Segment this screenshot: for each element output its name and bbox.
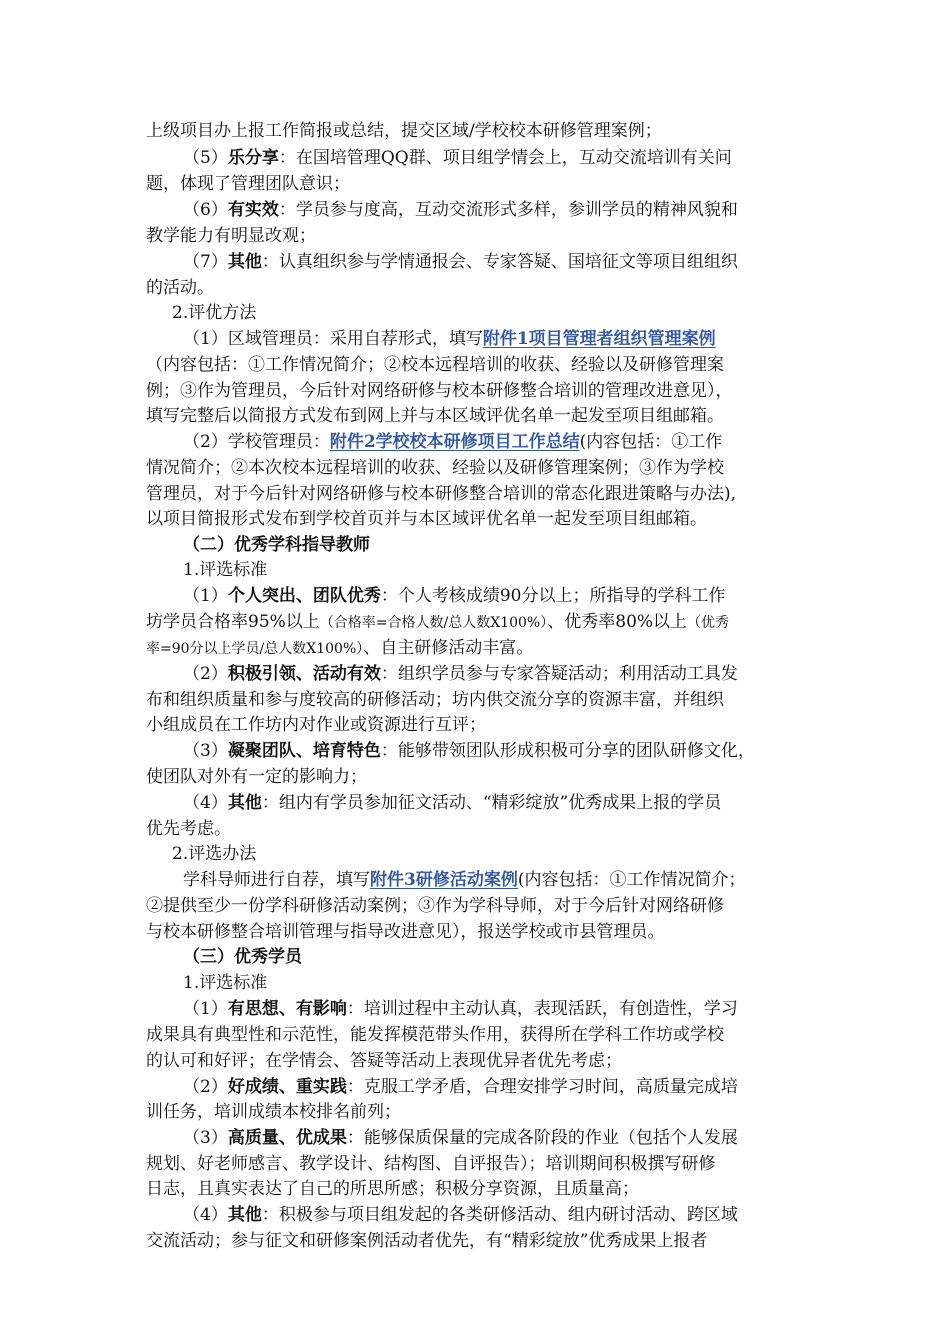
text-line (0, 919, 950, 945)
line-text: （2） (183, 664, 228, 684)
text-line (0, 635, 950, 661)
line-text: ：学员参与度高，互动交流形式多样，参训学员的精神风貌和 (278, 200, 738, 220)
text-line (0, 687, 950, 713)
line-text: 布和组织质量和参与度较高的研修活动；坊内供交流分享的资源丰富，并组织 (146, 690, 724, 710)
line-text: （3） (183, 1128, 228, 1148)
line-text: 、自主研修活动丰富。 (363, 638, 534, 658)
text-line (0, 1074, 950, 1100)
line-text: 上级项目办上报工作简报或总结，提交区域/学校校本研修管理案例； (146, 121, 662, 141)
line-text: ：个人考核成绩90分以上；所指导的学科工作 (380, 586, 726, 606)
text-line (0, 429, 950, 455)
text-line (0, 1022, 950, 1048)
line-text: ：在国培管理QQ群、项目组学情会上，互动交流培训有关问 (278, 148, 732, 168)
bold-term: 好成绩、重实践 (227, 1077, 347, 1097)
text-line (0, 1048, 950, 1074)
line-text: ②提供至少一份学科研修活动案例；③作为学科导师，对于今后针对网络研修 (146, 896, 724, 916)
line-text: 小组成员在工作坊内对作业或资源进行互评； (146, 715, 486, 735)
line-text: 例；③作为管理员，今后针对网络研修与校本研修整合培训的管理改进意见）， (146, 381, 733, 401)
bold-term: 有实效 (227, 200, 279, 220)
text-line (0, 275, 950, 301)
formula-note: （合格率=合格人数/总人数X100%） (319, 615, 548, 631)
line-text: 优先考虑。 (146, 819, 231, 839)
bold-term: 高质量、优成果 (227, 1128, 347, 1148)
line-text: （7） (183, 252, 228, 272)
text-line (0, 712, 950, 738)
line-text: 使团队对外有一定的影响力； (146, 767, 367, 787)
line-text: 日志，且真实表达了自己的所思所感；积极分享资源，且质量高； (146, 1179, 639, 1199)
text-line (0, 661, 950, 687)
text-line (0, 557, 950, 583)
text-line (0, 764, 950, 790)
text-line (0, 455, 950, 481)
text-line (0, 403, 950, 429)
attachment-link[interactable]: 附件2学校校本研修项目工作总结 (329, 432, 580, 452)
line-text: 、优秀率80%以上 (547, 612, 688, 632)
line-text: （6） (183, 200, 228, 220)
line-text: (内容包括：①工作情况简介； (517, 870, 746, 890)
line-text: 1.评选标准 (183, 560, 268, 580)
text-line (0, 1125, 950, 1151)
text-line (0, 1176, 950, 1202)
line-text: 规划、好老师感言、教学设计、结构图、自评报告）；培训期间积极撰写研修 (146, 1154, 716, 1174)
text-line (0, 867, 950, 893)
line-text: 2.评优方法 (172, 303, 257, 323)
line-text: 坊学员合格率95%以上 (146, 612, 320, 632)
line-text: （5） (183, 148, 228, 168)
text-line (0, 996, 950, 1022)
text-line (0, 481, 950, 507)
line-text: （内容包括：①工作情况简介；②校本远程培训的收获、经验以及研修管理案 (146, 355, 724, 375)
bold-term: 个人突出、团队优秀 (227, 586, 381, 606)
line-text: 训任务，培训成绩本校排名前列； (146, 1102, 401, 1122)
line-text: ：能够保质保量的完成各阶段的作业（包括个人发展 (346, 1128, 738, 1148)
text-line (0, 378, 950, 404)
line-text: ：积极参与项目组发起的各类研修活动、组内研讨活动、跨区域 (261, 1205, 738, 1225)
line-text: 填写完整后以简报方式发布到网上并与本区域评优名单一起发至项目组邮箱。 (146, 406, 724, 426)
text-line (0, 249, 950, 275)
line-text: 的认可和好评；在学情会、答疑等活动上表现优异者优先考虑； (146, 1051, 622, 1071)
text-line (0, 1151, 950, 1177)
text-line (0, 738, 950, 764)
line-text: （4） (183, 1205, 228, 1225)
line-text: 以项目简报形式发布到学校首页并与本区域评优名单一起发至项目组邮箱。 (146, 509, 707, 529)
line-text: （1）区域管理员：采用自荐形式，填写 (183, 329, 483, 349)
bold-term: 其他 (227, 252, 262, 272)
bold-term: （三）优秀学员 (183, 947, 302, 967)
text-line (0, 841, 950, 867)
bold-term: 乐分享 (227, 148, 279, 168)
line-text: （2）学校管理员： (183, 432, 330, 452)
text-line (0, 300, 950, 326)
text-line (0, 1099, 950, 1125)
line-text: 交流活动；参与征文和研修案例活动者优先，有“精彩绽放”优秀成果上报者 (146, 1231, 708, 1251)
line-text: 2.评选办法 (172, 844, 257, 864)
text-line (0, 609, 950, 635)
text-line (0, 118, 950, 144)
line-text: （3） (183, 741, 228, 761)
text-line (0, 893, 950, 919)
line-text: ：能够带领团队形成积极可分享的团队研修文化， (380, 741, 755, 761)
text-line (0, 532, 950, 558)
bold-term: 其他 (227, 793, 262, 813)
line-text: （1） (183, 586, 228, 606)
line-text: (内容包括：①工作 (579, 432, 723, 452)
text-line (0, 790, 950, 816)
text-line (0, 970, 950, 996)
text-line (0, 583, 950, 609)
text-line (0, 944, 950, 970)
text-line (0, 1228, 950, 1254)
line-text: ：组内有学员参加征文活动、“精彩绽放”优秀成果上报的学员 (261, 793, 722, 813)
text-line (0, 171, 950, 197)
line-text: （1） (183, 999, 228, 1019)
line-text: 题，体现了管理团队意识； (146, 174, 350, 194)
text-line (0, 197, 950, 223)
line-text: 管理员，对于今后针对网络研修与校本研修整合培训的常态化跟进策略与办法), (146, 484, 737, 504)
text-line (0, 816, 950, 842)
text-line (0, 326, 950, 352)
line-text: 学科导师进行自荐，填写 (183, 870, 370, 890)
attachment-link[interactable]: 附件1项目管理者组织管理案例 (482, 329, 716, 349)
bold-term: 其他 (227, 1205, 262, 1225)
line-text: ：培训过程中主动认真，表现活跃，有创造性，学习 (346, 999, 738, 1019)
formula-note: 率=90分以上学员/总人数X100%） (146, 641, 364, 657)
bold-term: （二）优秀学科指导教师 (183, 535, 370, 555)
text-line (0, 145, 950, 171)
line-text: （2） (183, 1077, 228, 1097)
line-text: 成果具有典型性和示范性，能发挥模范带头作用，获得所在学科工作坊或学校 (146, 1025, 724, 1045)
line-text: 情况简介；②本次校本远程培训的收获、经验以及研修管理案例；③作为学校 (146, 458, 724, 478)
line-text: ：组织学员参与专家答疑活动；利用活动工具发 (380, 664, 738, 684)
text-line (0, 223, 950, 249)
line-text: 的活动。 (146, 278, 214, 298)
line-text: 教学能力有明显改观； (146, 226, 316, 246)
line-text: （4） (183, 793, 228, 813)
line-text: 1.评选标准 (183, 973, 268, 993)
attachment-link[interactable]: 附件3研修活动案例 (370, 870, 518, 890)
line-text: ：认真组织参与学情通报会、专家答疑、国培征文等项目组组织 (261, 252, 738, 272)
formula-note: （优秀 (687, 615, 730, 631)
bold-term: 凝聚团队、培育特色 (227, 741, 381, 761)
text-line (0, 1202, 950, 1228)
text-line (0, 506, 950, 532)
line-text: 与校本研修整合培训管理与指导改进意见），报送学校或市县管理员。 (146, 922, 665, 942)
bold-term: 有思想、有影响 (227, 999, 347, 1019)
line-text: ：克服工学矛盾，合理安排学习时间，高质量完成培 (346, 1077, 738, 1097)
text-line (0, 352, 950, 378)
bold-term: 积极引领、活动有效 (227, 664, 381, 684)
